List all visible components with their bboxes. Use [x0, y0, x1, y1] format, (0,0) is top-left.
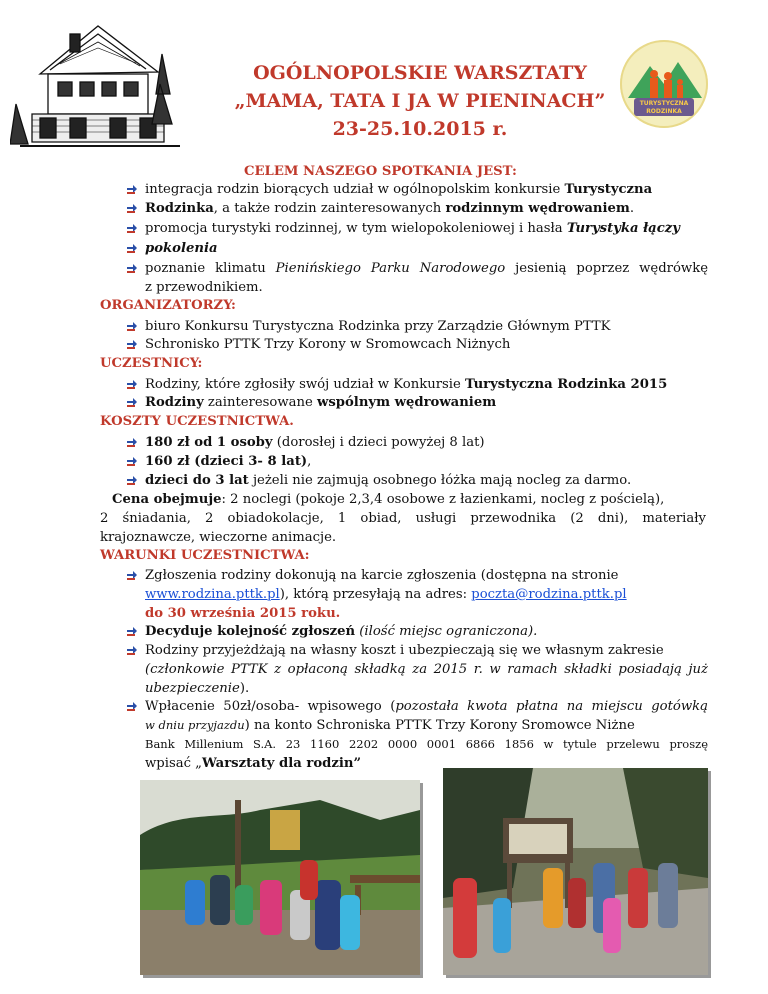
- price-includes-line-3: krajoznawcze, wieczorne animacje.: [100, 530, 337, 545]
- email-link[interactable]: poczta@rodzina.pttk.pl: [471, 587, 627, 602]
- condition-4-line-2: w dniu przyjazdu) na konto Schroniska PTTK Trzy Korony Sromowce Niżne: [145, 718, 635, 733]
- goal-heading: CELEM NASZEGO SPOTKANIA JEST:: [244, 164, 517, 179]
- title-line-3: 23-25.10.2015 r.: [332, 118, 508, 140]
- bullet-arrow-icon: [126, 569, 138, 581]
- price-includes-line-1: Cena obejmuje: 2 noclegi (pokoje 2,3,4 osobowe z łazienkami, nocleg z pościelą),: [112, 492, 665, 507]
- participant-item-2: Rodziny zainteresowane wspólnym wędrowaniem: [145, 395, 497, 410]
- bullet-arrow-icon: [126, 320, 138, 332]
- photo-2-image: [443, 768, 708, 975]
- bullet-arrow-icon: [126, 644, 138, 656]
- condition-4-line-1: Wpłacenie 50zł/osoba- wpisowego (pozostała kwota płatna na miejscu gotówką: [145, 699, 708, 714]
- goal-item-3-line-1: poznanie klimatu Pienińskiego Parku Narodowego jesienią poprzez wędrówkę: [145, 261, 709, 276]
- bullet-arrow-icon: [126, 338, 138, 350]
- photo-family-group-signpost: [140, 780, 420, 975]
- goal-item-1-line-2: Rodzinka, a także rodzin zainteresowanych rodzinnym wędrowaniem.: [145, 201, 635, 216]
- bullet-arrow-icon: [126, 262, 138, 274]
- title-line-2: „MAMA, TATA I JA W PIENINACH”: [234, 90, 606, 112]
- logo-text-2: RODZINKA: [646, 108, 682, 115]
- bank-account-line: Bank Millenium S.A. 23 1160 2202 0000 0001 6866 1856 w tytule przelewu proszę: [145, 737, 708, 751]
- website-link[interactable]: www.rodzina.pttk.pl: [145, 587, 280, 602]
- condition-4-line-4: wpisać „Warsztaty dla rodzin”: [145, 756, 362, 771]
- conditions-heading: WARUNKI UCZESTNICTWA:: [100, 548, 310, 563]
- condition-1-line-2: www.rodzina.pttk.pl), którą przesyłają na adres: poczta@rodzina.pttk.pl: [145, 587, 627, 602]
- logo-text-1: TURYSTYCZNA: [639, 100, 689, 107]
- cost-item-3: dzieci do 3 lat jeżeli nie zajmują osobnego łóżka mają nocleg za darmo.: [145, 473, 632, 488]
- organizers-heading: ORGANIZATORZY:: [100, 298, 236, 313]
- condition-3-line-3: ubezpieczenie).: [145, 681, 250, 696]
- bullet-arrow-icon: [126, 455, 138, 467]
- condition-1-deadline: do 30 września 2015 roku.: [145, 606, 341, 621]
- bullet-arrow-icon: [126, 396, 138, 408]
- photo-1-image: [140, 780, 420, 975]
- organizer-item: Schronisko PTTK Trzy Korony w Sromowcach Niżnych: [145, 337, 511, 352]
- participant-item-1: Rodziny, które zgłosiły swój udział w Konkursie Turystyczna Rodzinka 2015: [145, 377, 668, 392]
- goal-item-2-line-2: pokolenia: [145, 241, 218, 256]
- goal-item-1-line-1: integracja rodzin biorących udział w ogólnopolskim konkursie Turystyczna: [145, 182, 653, 197]
- cost-item-2: 160 zł (dzieci 3- 8 lat),: [145, 454, 312, 469]
- price-includes-line-2: 2 śniadania, 2 obiadokolacje, 1 obiad, usługi przewodnika (2 dni), materiały: [100, 511, 706, 526]
- condition-2: Decyduje kolejność zgłoszeń (ilość miejsc ograniczona).: [145, 624, 538, 639]
- goal-item-2-line-1: promocja turystyki rodzinnej, w tym wielopokoleniowej i hasła Turystyka łączy: [145, 221, 680, 236]
- bullet-arrow-icon: [126, 242, 138, 254]
- costs-heading: KOSZTY UCZESTNICTWA.: [100, 414, 294, 429]
- bullet-arrow-icon: [126, 202, 138, 214]
- photo-hikers-trail: [443, 768, 708, 975]
- cost-item-1: 180 zł od 1 osoby (dorosłej i dzieci powyżej 8 lat): [145, 435, 485, 450]
- bullet-arrow-icon: [126, 378, 138, 390]
- bullet-arrow-icon: [126, 183, 138, 195]
- condition-3-line-1: Rodziny przyjeżdżają na własny koszt i ubezpieczają się we własnym zakresie: [145, 643, 664, 658]
- bullet-arrow-icon: [126, 625, 138, 637]
- condition-1-line-1: Zgłoszenia rodziny dokonują na karcie zgłoszenia (dostępna na stronie: [145, 568, 619, 583]
- organizer-item: biuro Konkursu Turystyczna Rodzinka przy Zarządzie Głównym PTTK: [145, 319, 611, 334]
- bullet-arrow-icon: [126, 700, 138, 712]
- goal-item-3-line-2: z przewodnikiem.: [145, 280, 263, 295]
- house-illustration: [10, 14, 185, 159]
- participants-heading: UCZESTNICY:: [100, 356, 203, 371]
- condition-3-line-2: (członkowie PTTK z opłaconą składką za 2015 r. w ramach składki posiadają już: [145, 662, 708, 677]
- title-line-1: OGÓLNOPOLSKIE WARSZTATY: [253, 62, 587, 84]
- bullet-arrow-icon: [126, 436, 138, 448]
- family-logo: [620, 40, 708, 128]
- bullet-arrow-icon: [126, 474, 138, 486]
- bullet-arrow-icon: [126, 222, 138, 234]
